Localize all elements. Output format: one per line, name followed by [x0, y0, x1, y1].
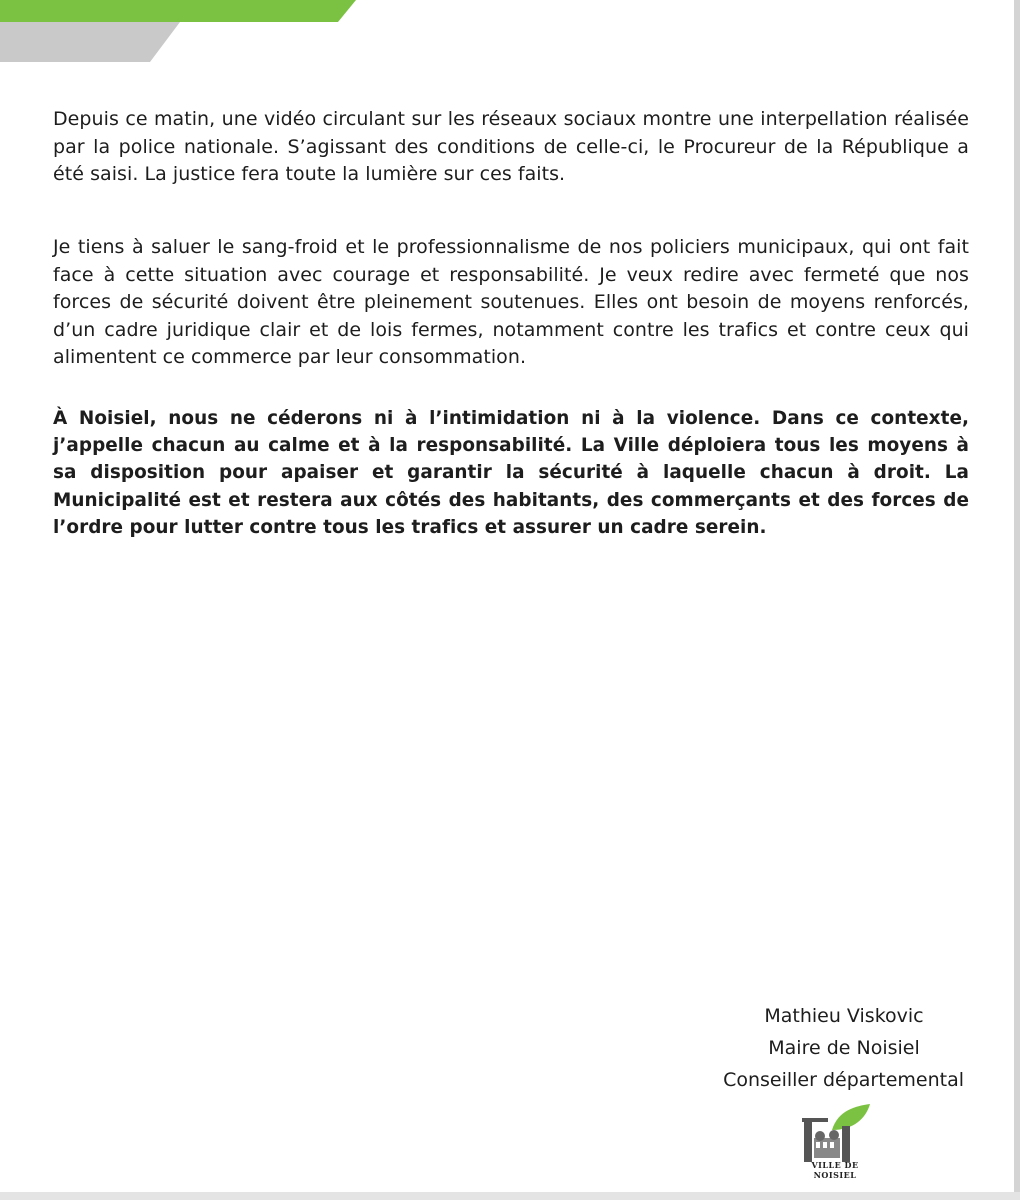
signatory-name: Mathieu Viskovic [764, 1005, 924, 1027]
signatory-title: Conseiller départemental [723, 1069, 964, 1091]
header-decoration [0, 0, 360, 62]
logo-caption: VILLE DE NOISIEL [811, 1160, 859, 1180]
signature-block [644, 1000, 964, 1096]
paragraph-statement-bold: À Noisiel, nous ne céderons ni à l’intimidation ni à la violence. Dans ce contexte, j’appelle chacun au calme et à la responsabilité. La Ville déploiera tous les moyens à sa disposition pour apaiser et garantir la sécurité à laquelle chacun à droit. La Municipalité est et restera aux côtés des habitants, des commerçants et des forces de l’ordre pour lutter contre tous les trafics et assurer un cadre serein. [53, 408, 969, 538]
paragraph-intro: Depuis ce matin, une vidéo circulant sur les réseaux sociaux montre une interpellation réalisée par la police nationale. S’agissant des conditions de celle-ci, le Procureur de la République a été saisi. La justice fera toute la lumière sur ces faits. [53, 108, 969, 185]
paragraph-police-support: Je tiens à saluer le sang-froid et le professionnalisme de nos policiers municipaux, qui ont fait face à cette situation avec courage et responsabilité. Je veux redire avec fermeté que nos forces de sécurité doivent être pleinement soutenues. Elles ont besoin de moyens renforcés, d’un cadre juridique clair et de lois fermes, notamment contre les trafics et contre ceux qui alimentent ce commerce par leur consommation. [53, 236, 969, 368]
header-grey-band [0, 22, 180, 62]
header-green-band [0, 0, 356, 22]
page-bottom-edge [0, 1192, 1020, 1200]
logo-leaf-icon [832, 1104, 870, 1130]
signatory-role: Maire de Noisiel [768, 1037, 920, 1059]
